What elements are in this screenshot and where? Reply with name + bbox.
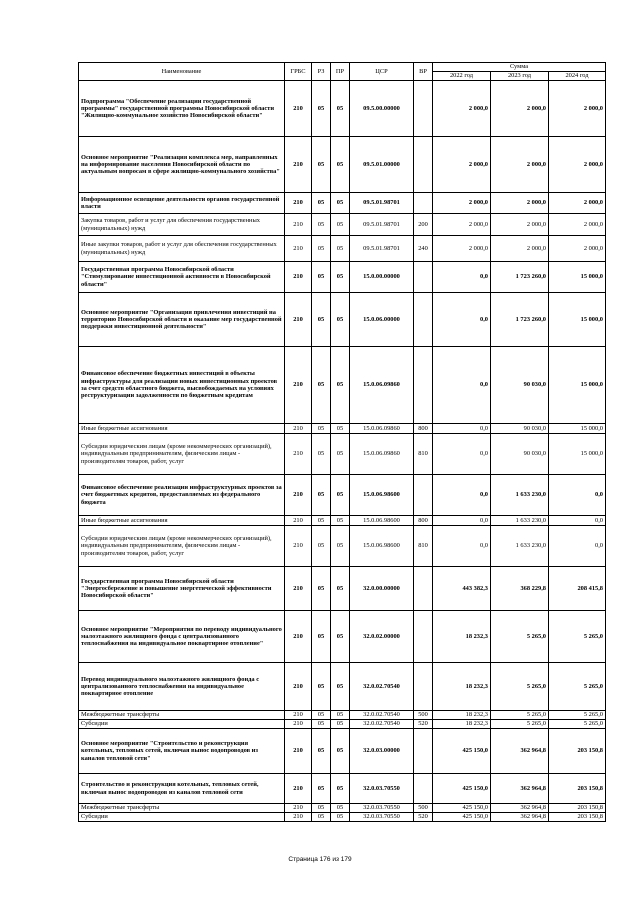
cell-grbs: 210 <box>285 137 312 193</box>
cell-grbs: 210 <box>285 236 312 262</box>
cell-vr <box>414 567 433 611</box>
cell-vr: 800 <box>414 516 433 526</box>
cell-2024: 0,0 <box>549 526 606 567</box>
cell-grbs: 210 <box>285 434 312 475</box>
cell-pr: 05 <box>331 611 350 663</box>
table-row <box>79 663 606 711</box>
cell-2024: 0,0 <box>549 516 606 526</box>
cell-2023: 1 633 230,0 <box>491 475 549 516</box>
cell-grbs: 210 <box>285 813 312 822</box>
cell-pr: 05 <box>331 137 350 193</box>
cell-2023: 1 723 260,0 <box>491 262 549 293</box>
cell-grbs: 210 <box>285 526 312 567</box>
table-row <box>79 720 606 729</box>
header-name: Наименование <box>79 63 285 81</box>
cell-csr: 32.0.03.70550 <box>350 804 414 813</box>
cell-grbs: 210 <box>285 611 312 663</box>
cell-2022: 18 232,3 <box>433 663 491 711</box>
cell-rz: 05 <box>312 236 331 262</box>
cell-2022: 425 150,0 <box>433 804 491 813</box>
cell-pr: 05 <box>331 663 350 711</box>
cell-rz: 05 <box>312 663 331 711</box>
cell-2022: 2 000,0 <box>433 137 491 193</box>
cell-pr: 05 <box>331 424 350 434</box>
cell-name: Межбюджетные трансферты <box>79 711 285 720</box>
cell-vr: 500 <box>414 804 433 813</box>
page-footer: Страница 176 из 179 <box>288 856 352 863</box>
cell-2024: 2 000,0 <box>549 236 606 262</box>
cell-name: Субсидии юридическим лицам (кроме некоммерческих организаций), индивидуальным предпринимателям, физическим лицам - производителям товаров, работ, услуг <box>79 526 285 567</box>
cell-name: Государственная программа Новосибирской области "Энергосбережение и повышение энергетической эффективности Новосибирской области" <box>79 567 285 611</box>
cell-2023: 5 265,0 <box>491 720 549 729</box>
cell-name: Иные закупки товаров, работ и услуг для обеспечения государственных (муниципальных) нужд <box>79 236 285 262</box>
cell-2023: 362 964,8 <box>491 813 549 822</box>
cell-csr: 32.0.02.70540 <box>350 663 414 711</box>
cell-2024: 203 150,8 <box>549 813 606 822</box>
cell-vr <box>414 774 433 804</box>
cell-grbs: 210 <box>285 214 312 236</box>
cell-csr: 15.0.06.09860 <box>350 347 414 424</box>
table-row <box>79 424 606 434</box>
cell-2022: 425 150,0 <box>433 774 491 804</box>
cell-2023: 90 030,0 <box>491 424 549 434</box>
cell-csr: 15.0.00.00000 <box>350 262 414 293</box>
table-row <box>79 774 606 804</box>
cell-2024: 2 000,0 <box>549 214 606 236</box>
cell-2023: 362 964,8 <box>491 804 549 813</box>
cell-2024: 15 000,0 <box>549 434 606 475</box>
cell-vr: 520 <box>414 813 433 822</box>
cell-vr <box>414 137 433 193</box>
cell-grbs: 210 <box>285 663 312 711</box>
cell-name: Финансовое обеспечение реализации инфраструктурных проектов за счет бюджетных кредитов, предоставляемых из федерального бюджета <box>79 475 285 516</box>
cell-pr: 05 <box>331 804 350 813</box>
cell-vr <box>414 611 433 663</box>
cell-2023: 90 030,0 <box>491 347 549 424</box>
header-grbs: ГРБС <box>285 63 312 81</box>
header-csr: ЦСР <box>350 63 414 81</box>
cell-2023: 2 000,0 <box>491 81 549 137</box>
cell-2022: 425 150,0 <box>433 813 491 822</box>
cell-rz: 05 <box>312 347 331 424</box>
cell-rz: 05 <box>312 813 331 822</box>
cell-pr: 05 <box>331 526 350 567</box>
cell-vr <box>414 729 433 774</box>
cell-pr: 05 <box>331 434 350 475</box>
cell-2022: 18 232,3 <box>433 720 491 729</box>
cell-csr: 32.0.00.00000 <box>350 567 414 611</box>
cell-pr: 05 <box>331 262 350 293</box>
cell-2024: 5 265,0 <box>549 720 606 729</box>
cell-rz: 05 <box>312 720 331 729</box>
cell-2022: 443 382,3 <box>433 567 491 611</box>
cell-2022: 0,0 <box>433 526 491 567</box>
table-row <box>79 347 606 424</box>
cell-csr: 15.0.06.98600 <box>350 526 414 567</box>
cell-vr: 520 <box>414 720 433 729</box>
cell-vr <box>414 81 433 137</box>
cell-name: Субсидии <box>79 720 285 729</box>
cell-rz: 05 <box>312 567 331 611</box>
cell-2023: 2 000,0 <box>491 214 549 236</box>
cell-grbs: 210 <box>285 81 312 137</box>
cell-rz: 05 <box>312 137 331 193</box>
cell-rz: 05 <box>312 729 331 774</box>
cell-2022: 2 000,0 <box>433 81 491 137</box>
header-vr: ВР <box>414 63 433 81</box>
table-row <box>79 81 606 137</box>
cell-pr: 05 <box>331 774 350 804</box>
cell-rz: 05 <box>312 434 331 475</box>
cell-name: Перевод индивидуального малоэтажного жилищного фонда с централизованного теплоснабжения на индивидуальное поквартирное отопление <box>79 663 285 711</box>
cell-2024: 208 415,8 <box>549 567 606 611</box>
cell-rz: 05 <box>312 611 331 663</box>
cell-csr: 09.5.00.00000 <box>350 81 414 137</box>
cell-2023: 1 633 230,0 <box>491 516 549 526</box>
cell-name: Иные бюджетные ассигнования <box>79 516 285 526</box>
table-row <box>79 193 606 214</box>
cell-2024: 15 000,0 <box>549 293 606 347</box>
cell-2024: 5 265,0 <box>549 663 606 711</box>
cell-csr: 32.0.02.70540 <box>350 720 414 729</box>
cell-name: Основное мероприятие "Мероприятия по переводу индивидуального малоэтажного жилищного фонда с централизованного теплоснабжения на индивидуальное поквартирное отопление" <box>79 611 285 663</box>
cell-csr: 15.0.06.98600 <box>350 475 414 516</box>
table-row <box>79 611 606 663</box>
cell-pr: 05 <box>331 193 350 214</box>
cell-csr: 09.5.01.98701 <box>350 236 414 262</box>
cell-csr: 09.5.01.98701 <box>350 214 414 236</box>
cell-pr: 05 <box>331 729 350 774</box>
cell-pr: 05 <box>331 516 350 526</box>
cell-name: Субсидии юридическим лицам (кроме некоммерческих организаций), индивидуальным предпринимателям, физическим лицам - производителям товаров, работ, услуг <box>79 434 285 475</box>
cell-vr: 200 <box>414 214 433 236</box>
cell-grbs: 210 <box>285 729 312 774</box>
cell-grbs: 210 <box>285 347 312 424</box>
table-row <box>79 729 606 774</box>
cell-2022: 18 232,3 <box>433 711 491 720</box>
cell-csr: 09.5.01.00000 <box>350 137 414 193</box>
cell-rz: 05 <box>312 516 331 526</box>
cell-rz: 05 <box>312 193 331 214</box>
cell-pr: 05 <box>331 711 350 720</box>
cell-2024: 0,0 <box>549 475 606 516</box>
cell-2022: 0,0 <box>433 516 491 526</box>
table-row <box>79 567 606 611</box>
table-row <box>79 214 606 236</box>
cell-grbs: 210 <box>285 711 312 720</box>
cell-vr <box>414 262 433 293</box>
cell-vr: 800 <box>414 424 433 434</box>
cell-name: Государственная программа Новосибирской области "Стимулирование инвестиционной активности в Новосибирской области" <box>79 262 285 293</box>
table-row <box>79 711 606 720</box>
cell-2022: 0,0 <box>433 475 491 516</box>
cell-name: Субсидии <box>79 813 285 822</box>
cell-csr: 09.5.01.98701 <box>350 193 414 214</box>
cell-name: Строительство и реконструкция котельных, тепловых сетей, включая вынос водопроводов из каналов тепловой сети <box>79 774 285 804</box>
cell-pr: 05 <box>331 214 350 236</box>
cell-csr: 15.0.06.98600 <box>350 516 414 526</box>
cell-rz: 05 <box>312 774 331 804</box>
cell-vr <box>414 193 433 214</box>
cell-csr: 15.0.06.09860 <box>350 424 414 434</box>
header-rz: РЗ <box>312 63 331 81</box>
cell-2024: 2 000,0 <box>549 137 606 193</box>
cell-vr <box>414 293 433 347</box>
cell-grbs: 210 <box>285 475 312 516</box>
cell-rz: 05 <box>312 424 331 434</box>
cell-2022: 0,0 <box>433 434 491 475</box>
cell-2023: 2 000,0 <box>491 193 549 214</box>
cell-csr: 32.0.02.00000 <box>350 611 414 663</box>
cell-vr: 810 <box>414 526 433 567</box>
cell-2022: 2 000,0 <box>433 214 491 236</box>
cell-2024: 2 000,0 <box>549 81 606 137</box>
cell-csr: 32.0.03.70550 <box>350 774 414 804</box>
cell-2023: 362 964,8 <box>491 729 549 774</box>
cell-2022: 0,0 <box>433 262 491 293</box>
cell-name: Закупка товаров, работ и услуг для обеспечения государственных (муниципальных) нужд <box>79 214 285 236</box>
cell-2024: 15 000,0 <box>549 424 606 434</box>
cell-grbs: 210 <box>285 193 312 214</box>
cell-2024: 15 000,0 <box>549 347 606 424</box>
cell-2022: 18 232,3 <box>433 611 491 663</box>
cell-pr: 05 <box>331 567 350 611</box>
cell-2023: 5 265,0 <box>491 611 549 663</box>
cell-grbs: 210 <box>285 293 312 347</box>
cell-2024: 203 150,8 <box>549 729 606 774</box>
cell-rz: 05 <box>312 214 331 236</box>
header-year-2024: 2024 год <box>549 72 606 81</box>
cell-2023: 362 964,8 <box>491 774 549 804</box>
table-row <box>79 516 606 526</box>
cell-grbs: 210 <box>285 720 312 729</box>
cell-name: Иные бюджетные ассигнования <box>79 424 285 434</box>
cell-vr: 240 <box>414 236 433 262</box>
cell-grbs: 210 <box>285 567 312 611</box>
header-pr: ПР <box>331 63 350 81</box>
cell-2022: 0,0 <box>433 424 491 434</box>
cell-grbs: 210 <box>285 774 312 804</box>
cell-pr: 05 <box>331 293 350 347</box>
table-row <box>79 813 606 822</box>
cell-pr: 05 <box>331 81 350 137</box>
cell-rz: 05 <box>312 81 331 137</box>
cell-grbs: 210 <box>285 424 312 434</box>
cell-grbs: 210 <box>285 262 312 293</box>
cell-csr: 15.0.06.09860 <box>350 434 414 475</box>
cell-vr <box>414 347 433 424</box>
cell-2023: 2 000,0 <box>491 137 549 193</box>
cell-name: Финансовое обеспечение бюджетных инвестиций в объекты инфраструктуры для реализации новых инвестиционных проектов за счет средств областного бюджета, высвобождаемых на условиях реструктуризации задолженности по бюджетным кредитам <box>79 347 285 424</box>
cell-2024: 5 265,0 <box>549 711 606 720</box>
cell-rz: 05 <box>312 711 331 720</box>
table-row <box>79 434 606 475</box>
cell-2022: 0,0 <box>433 347 491 424</box>
cell-name: Основное мероприятие "Реализация комплекса мер, направленных на информирование населения Новосибирской области по актуальным вопросам в сфере жилищно-коммунального хозяйства" <box>79 137 285 193</box>
cell-vr <box>414 475 433 516</box>
cell-pr: 05 <box>331 475 350 516</box>
cell-csr: 32.0.03.70550 <box>350 813 414 822</box>
cell-2023: 1 633 230,0 <box>491 526 549 567</box>
cell-name: Основное мероприятие "Организация привлечения инвестиций на территорию Новосибирской области и оказание мер государственной поддержки инвестиционной деятельности" <box>79 293 285 347</box>
cell-name: Основное мероприятие "Строительство и реконструкция котельных, тепловых сетей, включая вынос водопроводов из каналов тепловой сети" <box>79 729 285 774</box>
cell-pr: 05 <box>331 236 350 262</box>
cell-csr: 32.0.02.70540 <box>350 711 414 720</box>
cell-2023: 5 265,0 <box>491 711 549 720</box>
cell-2024: 2 000,0 <box>549 193 606 214</box>
header-sum: Сумма <box>433 63 606 72</box>
cell-2023: 1 723 260,0 <box>491 293 549 347</box>
cell-2023: 90 030,0 <box>491 434 549 475</box>
cell-vr: 500 <box>414 711 433 720</box>
table-row <box>79 475 606 516</box>
cell-2023: 5 265,0 <box>491 663 549 711</box>
cell-2022: 2 000,0 <box>433 193 491 214</box>
cell-2023: 2 000,0 <box>491 236 549 262</box>
table-row <box>79 137 606 193</box>
cell-2022: 2 000,0 <box>433 236 491 262</box>
cell-name: Межбюджетные трансферты <box>79 804 285 813</box>
table-row <box>79 262 606 293</box>
table-row <box>79 293 606 347</box>
header-year-2023: 2023 год <box>491 72 549 81</box>
cell-pr: 05 <box>331 347 350 424</box>
table-row <box>79 804 606 813</box>
cell-name: Информационное освещение деятельности органов государственной власти <box>79 193 285 214</box>
cell-grbs: 210 <box>285 804 312 813</box>
cell-rz: 05 <box>312 475 331 516</box>
cell-pr: 05 <box>331 813 350 822</box>
cell-grbs: 210 <box>285 516 312 526</box>
table-row <box>79 236 606 262</box>
cell-rz: 05 <box>312 262 331 293</box>
cell-csr: 32.0.03.00000 <box>350 729 414 774</box>
cell-2023: 368 229,8 <box>491 567 549 611</box>
cell-2022: 0,0 <box>433 293 491 347</box>
cell-2024: 203 150,8 <box>549 804 606 813</box>
cell-rz: 05 <box>312 526 331 567</box>
cell-csr: 15.0.06.00000 <box>350 293 414 347</box>
cell-pr: 05 <box>331 720 350 729</box>
cell-2022: 425 150,0 <box>433 729 491 774</box>
cell-rz: 05 <box>312 804 331 813</box>
table-row <box>79 526 606 567</box>
cell-2024: 5 265,0 <box>549 611 606 663</box>
header-year-2022: 2022 год <box>433 72 491 81</box>
cell-2024: 15 000,0 <box>549 262 606 293</box>
cell-vr <box>414 663 433 711</box>
cell-2024: 203 150,8 <box>549 774 606 804</box>
cell-name: Подпрограмма "Обеспечение реализации государственной программы" государственной программы Новосибирской области "Жилищно-коммунальное хозяйство Новосибирской области" <box>79 81 285 137</box>
budget-table <box>78 62 606 822</box>
cell-vr: 810 <box>414 434 433 475</box>
cell-rz: 05 <box>312 293 331 347</box>
